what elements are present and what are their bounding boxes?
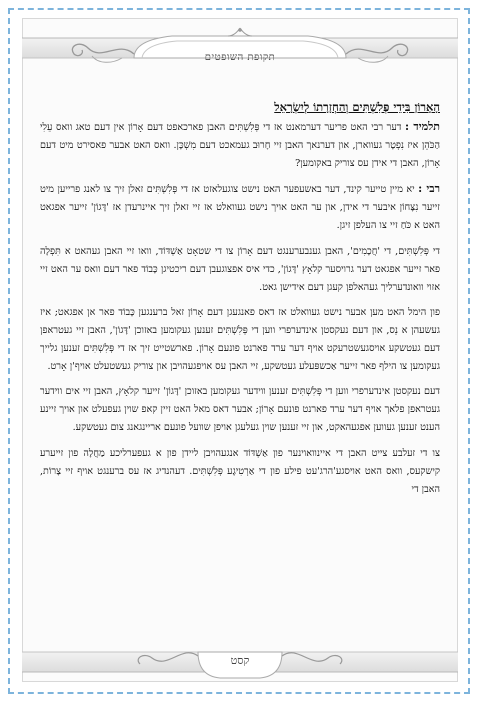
paragraph-text: צו די זעלבע צייט האבן די איינוואוינער פון אַשְׁדּוֹד אנגעהויבן ליידן פון א געפערליכע מַחֲלָה פון זייערע קישקעס, וואס האט אויסגע'הרג'עט פילע פון די אַרְטִיגֶע פְּלִשְׁתִּים. דעהנדיג אז עס ברענגט אויף זיי צָרוֹת, האבן די (40, 447, 440, 495)
section-heading: הָאָרוֹן בִּידֵי פְּלִשְׁתִּים וְהַחְזָרָתוֹ לְיִשְׂרָאֵל (274, 100, 440, 114)
page-number: קסט (230, 654, 250, 667)
paragraph-2 (40, 180, 440, 235)
paragraph-text: דער רבי האט פריער דערמאנט אז די פְּלִשְׁתִּים האבן פארכאפט דעם אָרוֹן אין דעם טאג וואס עֵלִי הַכֹּהֵן איז נִפְטָר געווארן, און דערנאך האבן זיי חָרוּב געמאכט דעם מִשְׁכָּן. וואס האט אבער פאסירט מיט דעם אָרוֹן, האבן די אידן עס צוריק באקומען? (40, 122, 440, 170)
paragraph-3 (40, 243, 440, 297)
paragraph-4 (40, 304, 440, 376)
paragraph-text: יא מיין טייער קינד, דער באשעפער האט נישט צוגעלאזט אז די פְּלִשְׁתִּים זאלן זיך צו לאנג פרייען מיט זייער נִצָּחוֹן איבער די אידן, און ער האט אויך נישט געוואלט אז זיי זאלן זיך איינרעדן אז 'דָּגוֹן' זייער אפגאט האט א כֹּחַ זיי צו העלפן זיגן. (40, 184, 440, 232)
paragraph-text: די פְּלִשְׁתִּים, די 'חֲכָמִים', האבן גענבערענגט דעם אָרוֹן צו די שטאָט אַשְׁדּוֹד, וואו זיי האבן געהאט א תִּפְלָה פאר זייער אפגאט דער גרויסער קלאָץ 'דָּגוֹן', כדי איס אפצוגעבן דעם ריכטיגן כָּבוֹד פאר דעם וואס ער האט זיי אזוי וואונדערליך געהאלפן קעגן דעם אידישן גאט. (40, 245, 440, 293)
speaker-label: תלמיד : (405, 120, 440, 133)
paragraph-text: פון הימל האט מען אבער נישט געוואלט אז דאס פאנגעגן דעם אָרוֹן זאל ברענגען כָּבוֹד פאר אן אפגאט; איז געשעהן א נֵס, און דעם נעקסטן אינדערפרי ווען די פְּלִשְׁתִּים זענען געקומען באזוכן 'דָּגוֹן', האבן זיי געטראפן דעם געטשקע אויסגעשטרעקט אויף דער ערד פארנט פונעם אָרוֹן. פארשטייט זיך אז די פְּלִשְׁתִּים זענען גלייך געקומען צו הילף פאר זייער אַכשפּעלע געטשקע, זיי האבן עס אויפגעהויבן און צוריק געשטעלט אויף'ן אָרט. (40, 306, 440, 373)
paragraph-6 (40, 445, 440, 499)
paragraph-text: דעם נעקסטן אינדערפרי ווען די פְּלִשְׁתִּים זענען ווידער געקומען באזוכן 'דָּגוֹן' זייער קלאָץ, האבן זיי אים ווידער געטראפן פלאך אויף דער ערד פארנט פונעם אָרוֹן; אבער דאס מאל האט זיין קאפ שוין געפעלט און אויך זיינע הענט זענען געווען אפגעהאקט, און זיי זענען שוין געלעגן אויפן שוועל פונעם אריינגאנג צום געטשקע. (40, 386, 440, 434)
speaker-label: רבי : (418, 182, 440, 196)
page-content (40, 98, 440, 506)
paragraph-1 (40, 118, 440, 173)
paragraph-5 (40, 383, 440, 437)
header-title: תקופת השופטים (204, 52, 276, 63)
